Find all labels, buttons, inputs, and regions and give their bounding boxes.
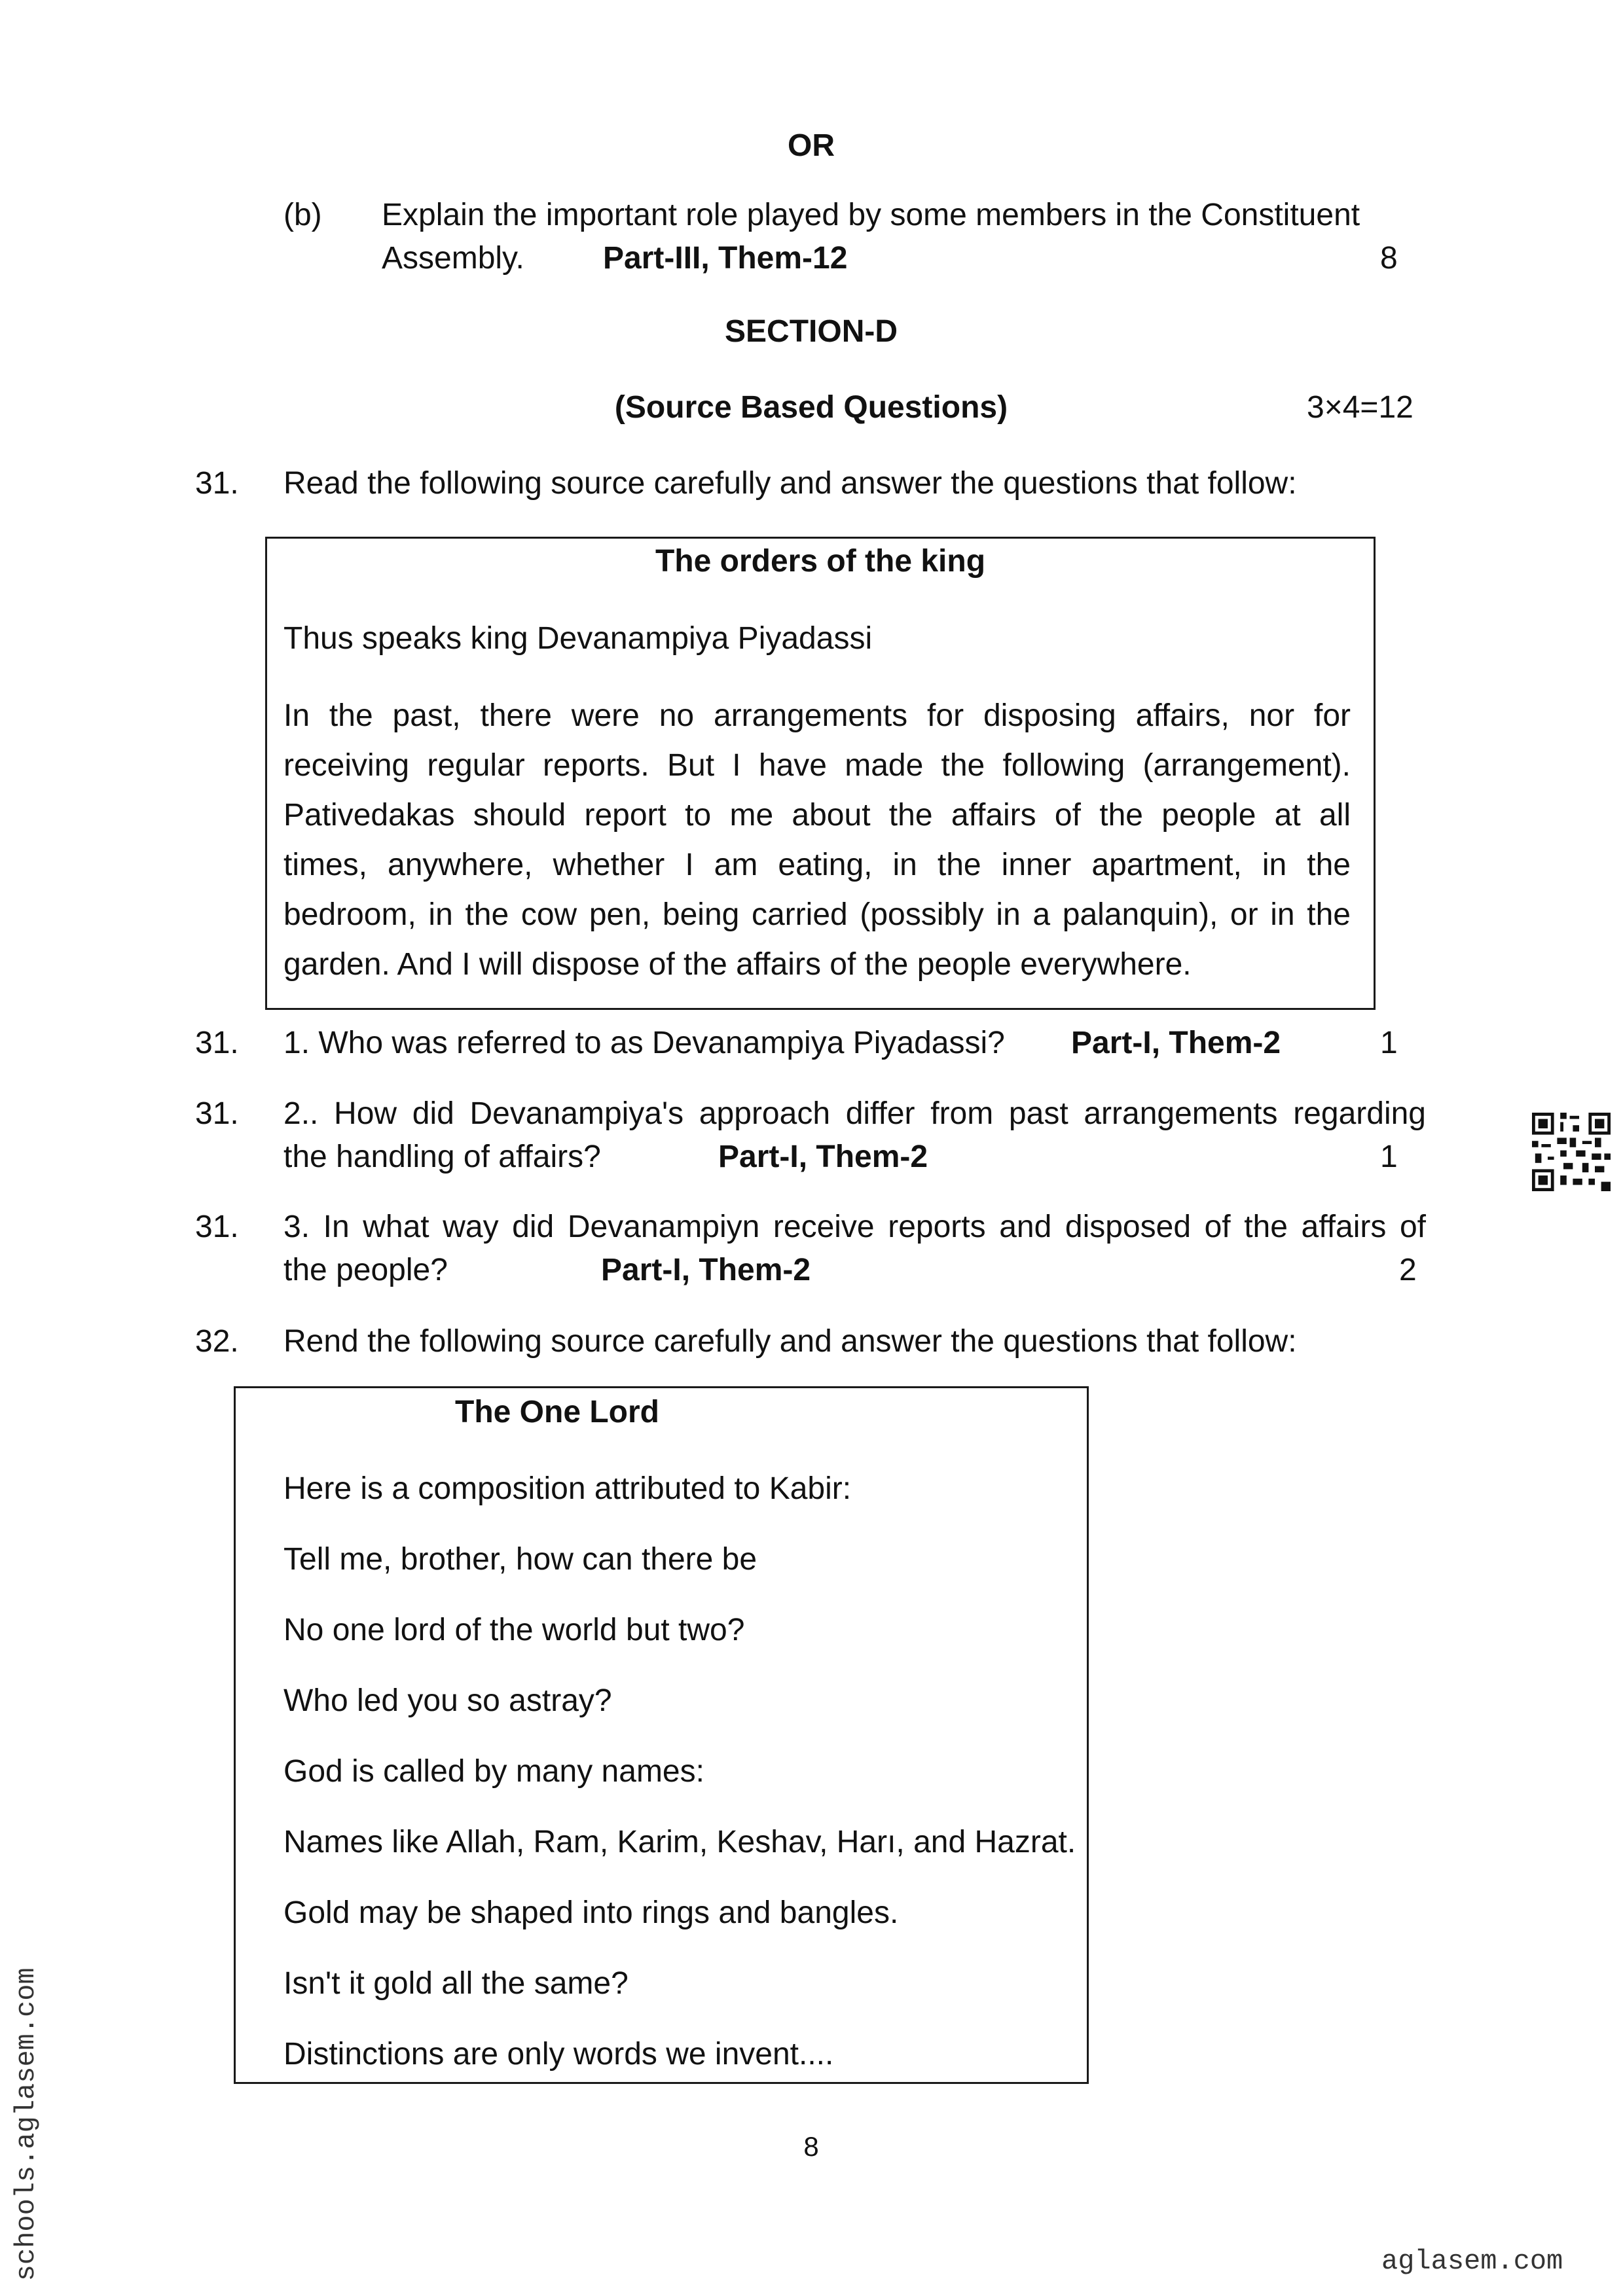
q31-3-text-line1: 3. In what way did Devanampiyn receive reports and disposed of the affairs of — [283, 1210, 1426, 1244]
q31-source-title: The orders of the king — [655, 544, 986, 579]
q31-1-text: 1. Who was referred to as Devanampiya Piyadassi? — [283, 1026, 1005, 1060]
q32-source-line: Names like Allah, Ram, Karim, Keshav, Harı, and Hazrat. — [283, 1825, 1076, 1859]
q31-1-number: 31. — [195, 1026, 239, 1060]
q31-2-reference: Part-I, Them-2 — [718, 1139, 928, 1174]
q32-source-title: The One Lord — [455, 1395, 659, 1429]
q30b-text-line1: Explain the important role played by some members in the Constituent — [382, 198, 1360, 232]
q30b-text-line2: Assembly. — [382, 241, 524, 276]
section-title: SECTION-D — [725, 314, 898, 349]
q32-source-line: Distinctions are only words we invent.... — [283, 2037, 834, 2072]
q31-source-line: In the past, there were no arrangements for disposing affairs, nor for — [283, 698, 1351, 733]
page-number: 8 — [803, 2131, 819, 2162]
q32-source-line: Who led you so astray? — [283, 1683, 612, 1718]
q30b-label: (b) — [283, 198, 322, 232]
q30b-reference: Part-III, Them-12 — [603, 241, 848, 276]
q31-source-box — [265, 537, 1376, 1010]
q31-source-line: times, anywhere, whether I am eating, in the inner apartment, in the — [283, 848, 1351, 882]
q31-3-number: 31. — [195, 1210, 239, 1244]
q31-source-line: receiving regular reports. But I have made the following (arrangement). — [283, 748, 1351, 783]
or-heading: OR — [788, 128, 835, 163]
corner-watermark: aglasem.com — [1381, 2246, 1563, 2277]
q32-instruction: Rend the following source carefully and answer the questions that follow: — [283, 1324, 1297, 1359]
q32-source-box — [234, 1386, 1089, 2084]
q31-2-text-line1: 2.. How did Devanampiya's approach differ from past arrangements regarding — [283, 1096, 1426, 1131]
q32-number: 32. — [195, 1324, 239, 1359]
q31-2-marks: 1 — [1380, 1139, 1398, 1174]
qr-code-icon — [1532, 1113, 1611, 1191]
q32-source-line: Isn't it gold all the same? — [283, 1966, 629, 2001]
q31-2-text-line2: the handling of affairs? — [283, 1139, 601, 1174]
side-watermark: schools.aglasem.com — [10, 1967, 42, 2282]
q31-1-reference: Part-I, Them-2 — [1071, 1026, 1281, 1060]
q31-source-line: garden. And I will dispose of the affairs of the people everywhere. — [283, 947, 1192, 982]
q32-source-line: No one lord of the world but two? — [283, 1613, 745, 1647]
q31-2-number: 31. — [195, 1096, 239, 1131]
q31-3-marks: 2 — [1399, 1253, 1417, 1287]
q31-instruction: Read the following source carefully and answer the questions that follow: — [283, 466, 1297, 501]
q31-source-line: bedroom, in the cow pen, being carried (possibly in a palanquin), or in the — [283, 897, 1351, 932]
q32-source-line: Here is a composition attributed to Kabir: — [283, 1471, 852, 1506]
q31-3-text-line2: the people? — [283, 1253, 448, 1287]
q31-source-line: Pativedakas should report to me about the affairs of the people at all — [283, 798, 1351, 833]
section-subtitle: (Source Based Questions) — [614, 390, 1008, 425]
section-marks: 3×4=12 — [1307, 390, 1413, 425]
q31-number: 31. — [195, 466, 239, 501]
q32-source-line: Gold may be shaped into rings and bangles. — [283, 1895, 899, 1930]
q31-source-intro: Thus speaks king Devanampiya Piyadassi — [283, 621, 873, 656]
q32-source-line: God is called by many names: — [283, 1754, 704, 1789]
q32-source-line: Tell me, brother, how can there be — [283, 1542, 757, 1577]
q30b-marks: 8 — [1380, 241, 1398, 276]
q31-1-marks: 1 — [1380, 1026, 1398, 1060]
q31-3-reference: Part-I, Them-2 — [601, 1253, 811, 1287]
